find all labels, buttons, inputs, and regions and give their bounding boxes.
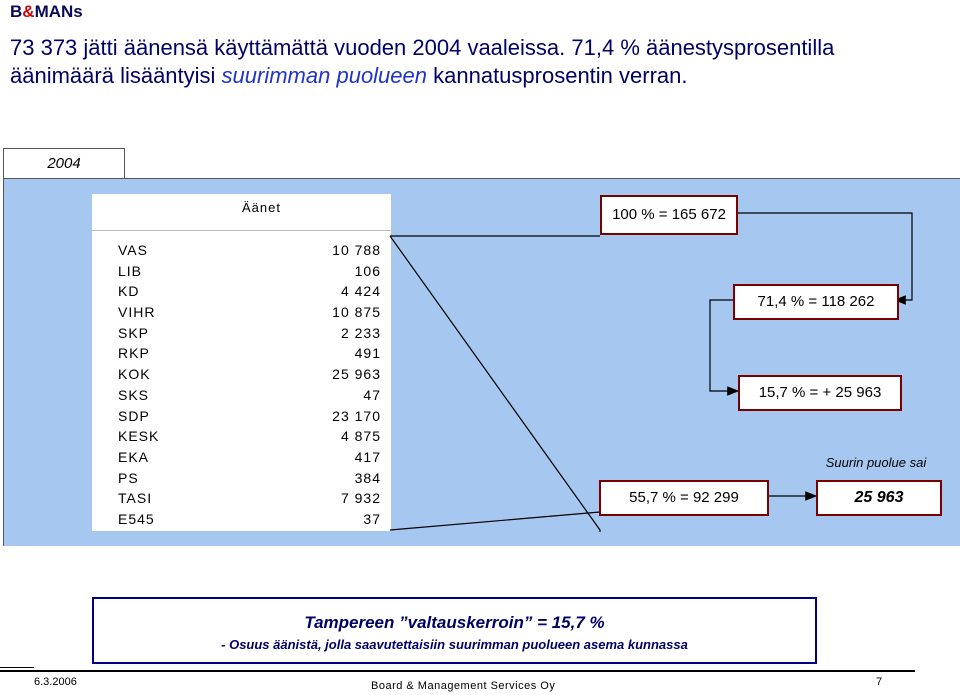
headline-part1: 73 373 jätti äänensä käyttämättä vuoden 2004 vaaleissa. 71,4 % äänestysprosentilla äänimäärä lisääntyisi: [10, 35, 835, 88]
party-votes: 23 170: [332, 407, 381, 424]
total-votes-box: 100 % = 165 672: [600, 195, 738, 235]
party-votes: 491: [354, 345, 381, 362]
party-name: SKS: [118, 386, 150, 403]
brand-b: B: [10, 2, 23, 21]
party-votes: 384: [354, 469, 381, 486]
footer-rule: [0, 670, 915, 672]
actual-turnout-box: 55,7 % = 92 299: [599, 480, 769, 516]
party-votes: 7 932: [340, 490, 381, 507]
party-votes: 10 875: [332, 304, 381, 321]
party-name: KD: [118, 283, 140, 300]
summary-box: [92, 597, 817, 664]
party-votes: 106: [354, 262, 381, 279]
party-name: SDP: [118, 407, 150, 424]
party-name: PS: [118, 469, 139, 486]
largest-party-label: Suurin puolue sai: [825, 455, 927, 470]
party-votes: 417: [354, 448, 381, 465]
party-name: E545: [118, 510, 155, 527]
headline-part2: kannatusprosentin verran.: [427, 63, 688, 88]
summary-sub: - Osuus äänistä, jolla saavutettaisiin suurimman puolueen asema kunnassa: [221, 637, 688, 652]
party-votes: 4 875: [340, 428, 381, 445]
year-tab: 2004: [3, 148, 125, 179]
footer-left-rule: [0, 667, 34, 668]
brand-amp: &: [22, 2, 35, 21]
bracket-left: [390, 236, 600, 532]
summary-main: Tampereen ”valtauskerroin” = 15,7 %: [304, 613, 605, 632]
votes-header-label: Äänet: [242, 200, 281, 215]
party-votes: 4 424: [340, 283, 381, 300]
headline-highlight: suurimman puolueen: [221, 63, 428, 88]
footer-company: Board & Management Services Oy: [371, 680, 556, 692]
party-name: KESK: [118, 428, 160, 445]
party-name: VIHR: [118, 304, 156, 321]
party-name: VAS: [118, 242, 148, 258]
brand-rest: MANs: [34, 2, 83, 21]
largest-party-box: 25 963: [816, 480, 942, 516]
footer-date: 6.3.2006: [34, 676, 77, 688]
party-name: LIB: [118, 262, 143, 279]
party-name: SKP: [118, 324, 150, 341]
increase-box: 15,7 % = + 25 963: [738, 375, 902, 411]
bracket-left-bottom: [390, 512, 600, 530]
party-votes: 2 233: [340, 324, 381, 341]
party-name: TASI: [118, 490, 153, 507]
party-name: EKA: [118, 448, 150, 465]
page-number: 7: [876, 676, 883, 688]
party-votes: 37: [363, 510, 381, 527]
party-votes: 47: [363, 386, 381, 403]
party-name: KOK: [118, 366, 151, 383]
party-name: RKP: [118, 345, 150, 362]
turnout-714-box: 71,4 % = 118 262: [733, 284, 899, 320]
party-votes: 10 788: [332, 242, 381, 258]
party-votes: 25 963: [332, 366, 381, 383]
